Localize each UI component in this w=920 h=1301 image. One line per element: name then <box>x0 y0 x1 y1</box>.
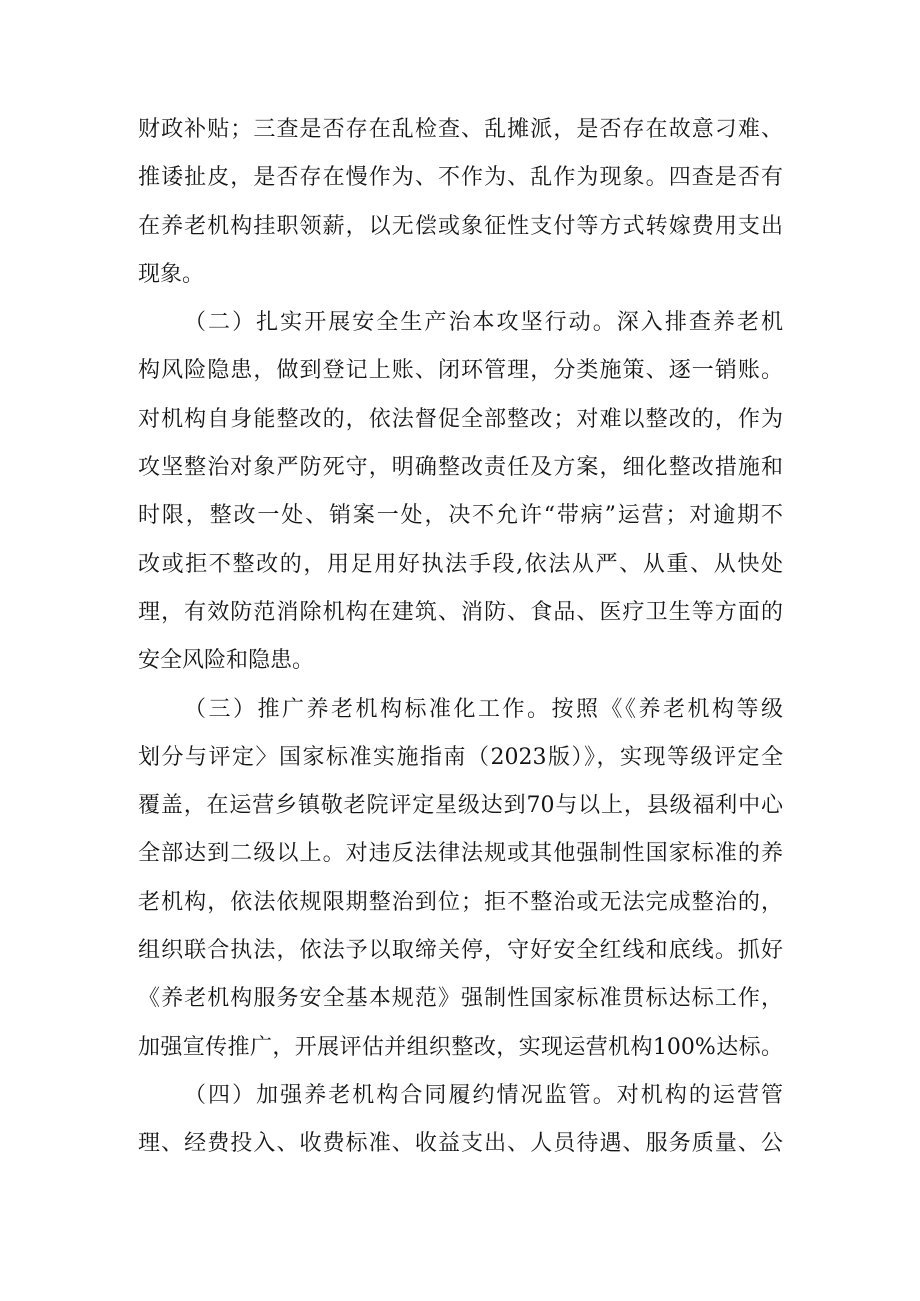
text-line: 在养老机构挂职领薪，以无偿或象征性支付等方式转嫁费用支出 <box>138 213 783 239</box>
text-line: 全部达到二级以上。对违反法律法规或其他强制性国家标准的养 <box>138 841 783 867</box>
section-heading-line: （二）扎实开展安全生产治本攻坚行动。深入排查养老机 <box>184 310 783 336</box>
text-line: 加强宣传推广，开展评估并组织整改，实现运营机构100%达标。 <box>138 1034 783 1060</box>
text-line: 老机构，依法依规限期整治到位；拒不整治或无法完成整治的， <box>138 889 783 915</box>
paragraph-section-4 <box>138 1072 783 1169</box>
text-line: 组织联合执法，依法予以取缔关停，守好安全红线和底线。抓好 <box>138 938 783 964</box>
text-line: 构风险隐患，做到登记上账、闭环管理，分类施策、逐一销账。 <box>138 358 783 384</box>
text-line: 对机构自身能整改的，依法督促全部整改；对难以整改的，作为 <box>138 406 783 432</box>
paragraph-continuation <box>138 106 783 299</box>
text-line: 攻坚整治对象严防死守，明确整改责任及方案，细化整改措施和 <box>138 455 783 481</box>
text-line: 划分与评定〉国家标准实施指南（2023版）》，实现等级评定全 <box>138 744 783 770</box>
text-line: 现象。 <box>138 261 205 287</box>
text-line: 安全风险和隐患。 <box>138 648 315 674</box>
paragraph-section-3 <box>138 686 783 1072</box>
text-line: 时限，整改一处、销案一处，决不允许“带病”运营；对逾期不 <box>138 503 783 529</box>
text-line: 财政补贴；三查是否存在乱检查、乱摊派，是否存在故意刁难、 <box>138 117 783 142</box>
document-body <box>138 106 783 1169</box>
text-line: 理，有效防范消除机构在建筑、消防、食品、医疗卫生等方面的 <box>138 599 783 625</box>
section-heading-line: （四）加强养老机构合同履约情况监管。对机构的运营管 <box>184 1082 783 1108</box>
text-line: 改或拒不整改的，用足用好执法手段,依法从严、从重、从快处 <box>138 551 783 577</box>
text-line: 理、经费投入、收费标准、收益支出、人员待遇、服务质量、公 <box>138 1131 783 1157</box>
section-heading-line: （三）推广养老机构标准化工作。按照《《养老机构等级 <box>184 696 783 722</box>
text-line: 《养老机构服务安全基本规范》强制性国家标准贯标达标工作， <box>138 986 783 1012</box>
text-line: 推诿扯皮，是否存在慢作为、不作为、乱作为现象。四查是否有 <box>138 165 783 191</box>
text-line: 覆盖，在运营乡镇敬老院评定星级达到70与以上，县级福利中心 <box>138 793 783 819</box>
paragraph-section-2 <box>138 299 783 685</box>
